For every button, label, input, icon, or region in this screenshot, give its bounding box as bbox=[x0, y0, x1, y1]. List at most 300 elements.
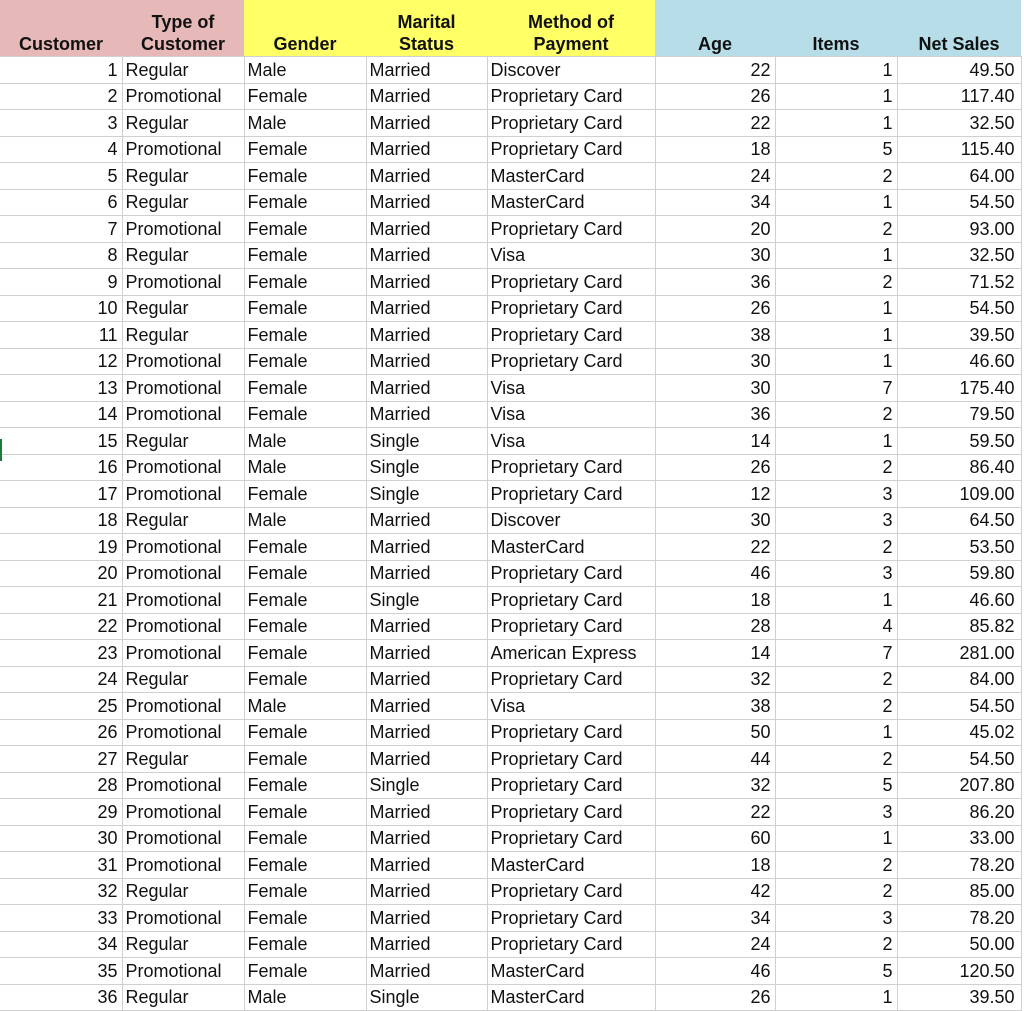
cell-type-of-customer[interactable]: Regular bbox=[122, 322, 244, 349]
cell-gender[interactable]: Female bbox=[244, 348, 366, 375]
cell-marital-status[interactable]: Married bbox=[366, 613, 487, 640]
cell-age[interactable]: 24 bbox=[655, 163, 775, 190]
cell-marital-status[interactable]: Married bbox=[366, 295, 487, 322]
cell-method-of-payment[interactable]: Proprietary Card bbox=[487, 216, 655, 243]
cell-items[interactable]: 3 bbox=[775, 799, 897, 826]
cell-net-sales[interactable]: 59.50 bbox=[897, 428, 1021, 455]
cell-gender[interactable]: Male bbox=[244, 428, 366, 455]
header-marital-status[interactable] bbox=[366, 0, 487, 57]
cell-method-of-payment[interactable]: Proprietary Card bbox=[487, 878, 655, 905]
cell-marital-status[interactable]: Married bbox=[366, 534, 487, 561]
cell-items[interactable]: 4 bbox=[775, 613, 897, 640]
cell-customer[interactable]: 27 bbox=[0, 746, 122, 773]
cell-net-sales[interactable]: 109.00 bbox=[897, 481, 1021, 508]
cell-method-of-payment[interactable]: Proprietary Card bbox=[487, 295, 655, 322]
cell-customer[interactable]: 2 bbox=[0, 83, 122, 110]
cell-net-sales[interactable]: 39.50 bbox=[897, 322, 1021, 349]
cell-gender[interactable]: Female bbox=[244, 83, 366, 110]
cell-gender[interactable]: Male bbox=[244, 454, 366, 481]
cell-age[interactable]: 18 bbox=[655, 587, 775, 614]
cell-type-of-customer[interactable]: Promotional bbox=[122, 719, 244, 746]
cell-type-of-customer[interactable]: Promotional bbox=[122, 587, 244, 614]
cell-items[interactable]: 1 bbox=[775, 110, 897, 137]
cell-age[interactable]: 26 bbox=[655, 454, 775, 481]
cell-customer[interactable]: 8 bbox=[0, 242, 122, 269]
cell-items[interactable]: 1 bbox=[775, 242, 897, 269]
cell-type-of-customer[interactable]: Promotional bbox=[122, 693, 244, 720]
cell-marital-status[interactable]: Married bbox=[366, 560, 487, 587]
cell-marital-status[interactable]: Married bbox=[366, 878, 487, 905]
cell-items[interactable]: 1 bbox=[775, 348, 897, 375]
cell-net-sales[interactable]: 207.80 bbox=[897, 772, 1021, 799]
cell-items[interactable]: 2 bbox=[775, 454, 897, 481]
cell-net-sales[interactable]: 175.40 bbox=[897, 375, 1021, 402]
cell-marital-status[interactable]: Married bbox=[366, 189, 487, 216]
cell-marital-status[interactable]: Single bbox=[366, 984, 487, 1011]
cell-marital-status[interactable]: Married bbox=[366, 958, 487, 985]
cell-net-sales[interactable]: 78.20 bbox=[897, 852, 1021, 879]
cell-age[interactable]: 26 bbox=[655, 295, 775, 322]
cell-gender[interactable]: Male bbox=[244, 57, 366, 84]
cell-gender[interactable]: Female bbox=[244, 825, 366, 852]
cell-customer[interactable]: 25 bbox=[0, 693, 122, 720]
cell-gender[interactable]: Male bbox=[244, 984, 366, 1011]
cell-age[interactable]: 34 bbox=[655, 189, 775, 216]
cell-marital-status[interactable]: Married bbox=[366, 746, 487, 773]
cell-items[interactable]: 7 bbox=[775, 640, 897, 667]
cell-marital-status[interactable]: Married bbox=[366, 905, 487, 932]
header-method-of-payment[interactable] bbox=[487, 0, 655, 57]
cell-customer[interactable]: 7 bbox=[0, 216, 122, 243]
cell-net-sales[interactable]: 32.50 bbox=[897, 110, 1021, 137]
cell-method-of-payment[interactable]: Proprietary Card bbox=[487, 905, 655, 932]
cell-gender[interactable]: Female bbox=[244, 216, 366, 243]
cell-net-sales[interactable]: 54.50 bbox=[897, 295, 1021, 322]
cell-marital-status[interactable]: Married bbox=[366, 322, 487, 349]
cell-marital-status[interactable]: Single bbox=[366, 587, 487, 614]
cell-marital-status[interactable]: Married bbox=[366, 216, 487, 243]
cell-customer[interactable]: 22 bbox=[0, 613, 122, 640]
cell-items[interactable]: 2 bbox=[775, 269, 897, 296]
cell-marital-status[interactable]: Married bbox=[366, 269, 487, 296]
cell-customer[interactable]: 33 bbox=[0, 905, 122, 932]
cell-gender[interactable]: Female bbox=[244, 666, 366, 693]
cell-items[interactable]: 5 bbox=[775, 958, 897, 985]
cell-method-of-payment[interactable]: Visa bbox=[487, 693, 655, 720]
cell-type-of-customer[interactable]: Promotional bbox=[122, 905, 244, 932]
cell-customer[interactable]: 11 bbox=[0, 322, 122, 349]
cell-customer[interactable]: 6 bbox=[0, 189, 122, 216]
cell-method-of-payment[interactable]: Proprietary Card bbox=[487, 110, 655, 137]
cell-items[interactable]: 2 bbox=[775, 666, 897, 693]
cell-net-sales[interactable]: 79.50 bbox=[897, 401, 1021, 428]
cell-method-of-payment[interactable]: Proprietary Card bbox=[487, 613, 655, 640]
cell-marital-status[interactable]: Married bbox=[366, 666, 487, 693]
cell-type-of-customer[interactable]: Promotional bbox=[122, 136, 244, 163]
cell-items[interactable]: 3 bbox=[775, 481, 897, 508]
cell-items[interactable]: 2 bbox=[775, 852, 897, 879]
cell-customer[interactable]: 18 bbox=[0, 507, 122, 534]
cell-method-of-payment[interactable]: Visa bbox=[487, 375, 655, 402]
cell-age[interactable]: 30 bbox=[655, 348, 775, 375]
cell-net-sales[interactable]: 86.40 bbox=[897, 454, 1021, 481]
cell-age[interactable]: 22 bbox=[655, 110, 775, 137]
cell-type-of-customer[interactable]: Regular bbox=[122, 746, 244, 773]
cell-method-of-payment[interactable]: Visa bbox=[487, 401, 655, 428]
cell-type-of-customer[interactable]: Regular bbox=[122, 242, 244, 269]
cell-net-sales[interactable]: 49.50 bbox=[897, 57, 1021, 84]
cell-method-of-payment[interactable]: Proprietary Card bbox=[487, 136, 655, 163]
cell-customer[interactable]: 4 bbox=[0, 136, 122, 163]
cell-marital-status[interactable]: Married bbox=[366, 110, 487, 137]
cell-gender[interactable]: Female bbox=[244, 322, 366, 349]
cell-items[interactable]: 2 bbox=[775, 163, 897, 190]
cell-net-sales[interactable]: 33.00 bbox=[897, 825, 1021, 852]
cell-items[interactable]: 2 bbox=[775, 693, 897, 720]
header-customer[interactable] bbox=[0, 0, 122, 57]
cell-marital-status[interactable]: Married bbox=[366, 348, 487, 375]
cell-marital-status[interactable]: Married bbox=[366, 931, 487, 958]
cell-net-sales[interactable]: 71.52 bbox=[897, 269, 1021, 296]
cell-gender[interactable]: Female bbox=[244, 560, 366, 587]
cell-items[interactable]: 3 bbox=[775, 560, 897, 587]
table-row bbox=[0, 534, 1021, 561]
cell-net-sales[interactable]: 64.50 bbox=[897, 507, 1021, 534]
cell-method-of-payment[interactable]: Proprietary Card bbox=[487, 269, 655, 296]
cell-customer[interactable]: 35 bbox=[0, 958, 122, 985]
cell-gender[interactable]: Female bbox=[244, 534, 366, 561]
cell-age[interactable]: 22 bbox=[655, 57, 775, 84]
cell-age[interactable]: 46 bbox=[655, 958, 775, 985]
cell-customer[interactable]: 19 bbox=[0, 534, 122, 561]
cell-net-sales[interactable]: 78.20 bbox=[897, 905, 1021, 932]
cell-age[interactable]: 42 bbox=[655, 878, 775, 905]
cell-method-of-payment[interactable]: Visa bbox=[487, 428, 655, 455]
cell-net-sales[interactable]: 54.50 bbox=[897, 189, 1021, 216]
header-net-sales[interactable] bbox=[897, 0, 1021, 57]
cell-customer[interactable]: 23 bbox=[0, 640, 122, 667]
cell-net-sales[interactable]: 54.50 bbox=[897, 693, 1021, 720]
cell-net-sales[interactable]: 53.50 bbox=[897, 534, 1021, 561]
cell-gender[interactable]: Female bbox=[244, 295, 366, 322]
cell-type-of-customer[interactable]: Regular bbox=[122, 110, 244, 137]
cell-marital-status[interactable]: Married bbox=[366, 852, 487, 879]
cell-marital-status[interactable]: Married bbox=[366, 401, 487, 428]
cell-type-of-customer[interactable]: Promotional bbox=[122, 613, 244, 640]
cell-age[interactable]: 36 bbox=[655, 401, 775, 428]
cell-items[interactable]: 2 bbox=[775, 216, 897, 243]
cell-net-sales[interactable]: 46.60 bbox=[897, 587, 1021, 614]
cell-type-of-customer[interactable]: Promotional bbox=[122, 375, 244, 402]
cell-age[interactable]: 28 bbox=[655, 613, 775, 640]
cell-marital-status[interactable]: Married bbox=[366, 163, 487, 190]
cell-age[interactable]: 34 bbox=[655, 905, 775, 932]
cell-type-of-customer[interactable]: Promotional bbox=[122, 216, 244, 243]
cell-method-of-payment[interactable]: Proprietary Card bbox=[487, 719, 655, 746]
cell-gender[interactable]: Female bbox=[244, 640, 366, 667]
cell-age[interactable]: 20 bbox=[655, 216, 775, 243]
cell-method-of-payment[interactable]: Discover bbox=[487, 57, 655, 84]
cell-method-of-payment[interactable]: Proprietary Card bbox=[487, 481, 655, 508]
cell-customer[interactable]: 36 bbox=[0, 984, 122, 1011]
cell-method-of-payment[interactable]: MasterCard bbox=[487, 163, 655, 190]
cell-type-of-customer[interactable]: Promotional bbox=[122, 799, 244, 826]
cell-net-sales[interactable]: 93.00 bbox=[897, 216, 1021, 243]
cell-method-of-payment[interactable]: American Express bbox=[487, 640, 655, 667]
table-row bbox=[0, 269, 1021, 296]
cell-age[interactable]: 30 bbox=[655, 375, 775, 402]
cell-customer[interactable]: 30 bbox=[0, 825, 122, 852]
cell-gender[interactable]: Female bbox=[244, 189, 366, 216]
cell-type-of-customer[interactable]: Promotional bbox=[122, 560, 244, 587]
cell-age[interactable]: 38 bbox=[655, 322, 775, 349]
cell-customer[interactable]: 5 bbox=[0, 163, 122, 190]
cell-age[interactable]: 60 bbox=[655, 825, 775, 852]
cell-age[interactable]: 36 bbox=[655, 269, 775, 296]
cell-type-of-customer[interactable]: Regular bbox=[122, 295, 244, 322]
header-gender[interactable] bbox=[244, 0, 366, 57]
cell-age[interactable]: 32 bbox=[655, 772, 775, 799]
cell-type-of-customer[interactable]: Promotional bbox=[122, 852, 244, 879]
cell-items[interactable]: 7 bbox=[775, 375, 897, 402]
cell-net-sales[interactable]: 120.50 bbox=[897, 958, 1021, 985]
cell-customer[interactable]: 1 bbox=[0, 57, 122, 84]
cell-marital-status[interactable]: Married bbox=[366, 136, 487, 163]
cell-type-of-customer[interactable]: Regular bbox=[122, 189, 244, 216]
header-items[interactable] bbox=[775, 0, 897, 57]
cell-gender[interactable]: Female bbox=[244, 613, 366, 640]
cell-method-of-payment[interactable]: Proprietary Card bbox=[487, 322, 655, 349]
cell-net-sales[interactable]: 46.60 bbox=[897, 348, 1021, 375]
cell-marital-status[interactable]: Single bbox=[366, 454, 487, 481]
table-row bbox=[0, 216, 1021, 243]
cell-age[interactable]: 12 bbox=[655, 481, 775, 508]
cell-net-sales[interactable]: 85.00 bbox=[897, 878, 1021, 905]
cell-marital-status[interactable]: Married bbox=[366, 57, 487, 84]
cell-items[interactable]: 5 bbox=[775, 772, 897, 799]
cell-marital-status[interactable]: Single bbox=[366, 772, 487, 799]
cell-items[interactable]: 1 bbox=[775, 719, 897, 746]
cell-customer[interactable]: 15 bbox=[0, 428, 122, 455]
cell-gender[interactable]: Female bbox=[244, 905, 366, 932]
cell-type-of-customer[interactable]: Regular bbox=[122, 163, 244, 190]
cell-items[interactable]: 5 bbox=[775, 136, 897, 163]
cell-items[interactable]: 2 bbox=[775, 534, 897, 561]
cell-items[interactable]: 2 bbox=[775, 878, 897, 905]
cell-method-of-payment[interactable]: MasterCard bbox=[487, 984, 655, 1011]
header-type-of-customer[interactable] bbox=[122, 0, 244, 57]
cell-marital-status[interactable]: Married bbox=[366, 799, 487, 826]
cell-gender[interactable]: Female bbox=[244, 136, 366, 163]
cell-age[interactable]: 26 bbox=[655, 984, 775, 1011]
cell-age[interactable]: 22 bbox=[655, 799, 775, 826]
cell-customer[interactable]: 17 bbox=[0, 481, 122, 508]
cell-age[interactable]: 30 bbox=[655, 507, 775, 534]
cell-items[interactable]: 1 bbox=[775, 57, 897, 84]
cell-age[interactable]: 24 bbox=[655, 931, 775, 958]
cell-customer[interactable]: 28 bbox=[0, 772, 122, 799]
table-row bbox=[0, 693, 1021, 720]
cell-items[interactable]: 1 bbox=[775, 428, 897, 455]
cell-net-sales[interactable]: 117.40 bbox=[897, 83, 1021, 110]
cell-method-of-payment[interactable]: MasterCard bbox=[487, 189, 655, 216]
cell-customer[interactable]: 29 bbox=[0, 799, 122, 826]
cell-age[interactable]: 18 bbox=[655, 136, 775, 163]
cell-type-of-customer[interactable]: Promotional bbox=[122, 348, 244, 375]
cell-gender[interactable]: Female bbox=[244, 375, 366, 402]
cell-type-of-customer[interactable]: Promotional bbox=[122, 481, 244, 508]
cell-method-of-payment[interactable]: Proprietary Card bbox=[487, 931, 655, 958]
cell-gender[interactable]: Female bbox=[244, 746, 366, 773]
cell-customer[interactable]: 12 bbox=[0, 348, 122, 375]
cell-items[interactable]: 1 bbox=[775, 825, 897, 852]
cell-items[interactable]: 1 bbox=[775, 587, 897, 614]
cell-items[interactable]: 1 bbox=[775, 189, 897, 216]
cell-customer[interactable]: 32 bbox=[0, 878, 122, 905]
cell-customer[interactable]: 16 bbox=[0, 454, 122, 481]
cell-gender[interactable]: Female bbox=[244, 852, 366, 879]
cell-method-of-payment[interactable]: Proprietary Card bbox=[487, 746, 655, 773]
cell-customer[interactable]: 13 bbox=[0, 375, 122, 402]
cell-type-of-customer[interactable]: Regular bbox=[122, 507, 244, 534]
cell-method-of-payment[interactable]: Visa bbox=[487, 242, 655, 269]
cell-net-sales[interactable]: 54.50 bbox=[897, 746, 1021, 773]
cell-type-of-customer[interactable]: Promotional bbox=[122, 640, 244, 667]
cell-marital-status[interactable]: Married bbox=[366, 825, 487, 852]
cell-marital-status[interactable]: Married bbox=[366, 507, 487, 534]
cell-customer[interactable]: 14 bbox=[0, 401, 122, 428]
cell-gender[interactable]: Female bbox=[244, 719, 366, 746]
cell-type-of-customer[interactable]: Promotional bbox=[122, 454, 244, 481]
cell-age[interactable]: 44 bbox=[655, 746, 775, 773]
cell-method-of-payment[interactable]: MasterCard bbox=[487, 958, 655, 985]
cell-items[interactable]: 2 bbox=[775, 931, 897, 958]
cell-age[interactable]: 46 bbox=[655, 560, 775, 587]
cell-type-of-customer[interactable]: Promotional bbox=[122, 269, 244, 296]
cell-net-sales[interactable]: 86.20 bbox=[897, 799, 1021, 826]
cell-gender[interactable]: Female bbox=[244, 163, 366, 190]
cell-type-of-customer[interactable]: Promotional bbox=[122, 958, 244, 985]
cell-customer[interactable]: 31 bbox=[0, 852, 122, 879]
cell-type-of-customer[interactable]: Regular bbox=[122, 931, 244, 958]
cell-method-of-payment[interactable]: Proprietary Card bbox=[487, 825, 655, 852]
cell-customer[interactable]: 21 bbox=[0, 587, 122, 614]
cell-type-of-customer[interactable]: Promotional bbox=[122, 825, 244, 852]
cell-customer[interactable]: 20 bbox=[0, 560, 122, 587]
cell-customer[interactable]: 24 bbox=[0, 666, 122, 693]
cell-type-of-customer[interactable]: Regular bbox=[122, 878, 244, 905]
cell-age[interactable]: 22 bbox=[655, 534, 775, 561]
cell-marital-status[interactable]: Married bbox=[366, 242, 487, 269]
cell-method-of-payment[interactable]: Proprietary Card bbox=[487, 772, 655, 799]
cell-items[interactable]: 3 bbox=[775, 905, 897, 932]
cell-marital-status[interactable]: Single bbox=[366, 428, 487, 455]
cell-items[interactable]: 1 bbox=[775, 83, 897, 110]
cell-method-of-payment[interactable]: Proprietary Card bbox=[487, 83, 655, 110]
cell-age[interactable]: 38 bbox=[655, 693, 775, 720]
cell-marital-status[interactable]: Married bbox=[366, 83, 487, 110]
cell-net-sales[interactable]: 50.00 bbox=[897, 931, 1021, 958]
cell-net-sales[interactable]: 115.40 bbox=[897, 136, 1021, 163]
cell-net-sales[interactable]: 64.00 bbox=[897, 163, 1021, 190]
cell-items[interactable]: 3 bbox=[775, 507, 897, 534]
cell-marital-status[interactable]: Married bbox=[366, 693, 487, 720]
cell-age[interactable]: 18 bbox=[655, 852, 775, 879]
cell-items[interactable]: 1 bbox=[775, 984, 897, 1011]
cell-method-of-payment[interactable]: Proprietary Card bbox=[487, 666, 655, 693]
cell-type-of-customer[interactable]: Regular bbox=[122, 666, 244, 693]
cell-method-of-payment[interactable]: Proprietary Card bbox=[487, 587, 655, 614]
cell-gender[interactable]: Female bbox=[244, 931, 366, 958]
cell-type-of-customer[interactable]: Regular bbox=[122, 984, 244, 1011]
cell-gender[interactable]: Female bbox=[244, 242, 366, 269]
cell-gender[interactable]: Male bbox=[244, 507, 366, 534]
cell-net-sales[interactable]: 85.82 bbox=[897, 613, 1021, 640]
cell-type-of-customer[interactable]: Regular bbox=[122, 57, 244, 84]
cell-net-sales[interactable]: 281.00 bbox=[897, 640, 1021, 667]
cell-type-of-customer[interactable]: Promotional bbox=[122, 772, 244, 799]
cell-gender[interactable]: Female bbox=[244, 878, 366, 905]
cell-gender[interactable]: Female bbox=[244, 401, 366, 428]
cell-type-of-customer[interactable]: Promotional bbox=[122, 534, 244, 561]
cell-items[interactable]: 2 bbox=[775, 401, 897, 428]
cell-age[interactable]: 14 bbox=[655, 640, 775, 667]
cell-method-of-payment[interactable]: MasterCard bbox=[487, 534, 655, 561]
cell-customer[interactable]: 34 bbox=[0, 931, 122, 958]
cell-method-of-payment[interactable]: Proprietary Card bbox=[487, 348, 655, 375]
cell-marital-status[interactable]: Married bbox=[366, 375, 487, 402]
cell-type-of-customer[interactable]: Promotional bbox=[122, 401, 244, 428]
cell-net-sales[interactable]: 32.50 bbox=[897, 242, 1021, 269]
cell-age[interactable]: 30 bbox=[655, 242, 775, 269]
cell-method-of-payment[interactable]: Discover bbox=[487, 507, 655, 534]
cell-marital-status[interactable]: Married bbox=[366, 719, 487, 746]
cell-gender[interactable]: Female bbox=[244, 269, 366, 296]
cell-method-of-payment[interactable]: Proprietary Card bbox=[487, 560, 655, 587]
cell-gender[interactable]: Female bbox=[244, 799, 366, 826]
cell-net-sales[interactable]: 39.50 bbox=[897, 984, 1021, 1011]
cell-items[interactable]: 1 bbox=[775, 295, 897, 322]
cell-gender[interactable]: Female bbox=[244, 772, 366, 799]
cell-items[interactable]: 2 bbox=[775, 746, 897, 773]
cell-net-sales[interactable]: 59.80 bbox=[897, 560, 1021, 587]
cell-age[interactable]: 50 bbox=[655, 719, 775, 746]
cell-type-of-customer[interactable]: Regular bbox=[122, 428, 244, 455]
cell-age[interactable]: 32 bbox=[655, 666, 775, 693]
cell-method-of-payment[interactable]: Proprietary Card bbox=[487, 454, 655, 481]
cell-net-sales[interactable]: 45.02 bbox=[897, 719, 1021, 746]
cell-gender[interactable]: Male bbox=[244, 693, 366, 720]
cell-customer[interactable]: 26 bbox=[0, 719, 122, 746]
cell-gender[interactable]: Male bbox=[244, 110, 366, 137]
cell-method-of-payment[interactable]: MasterCard bbox=[487, 852, 655, 879]
cell-method-of-payment[interactable]: Proprietary Card bbox=[487, 799, 655, 826]
cell-customer[interactable]: 3 bbox=[0, 110, 122, 137]
cell-net-sales[interactable]: 84.00 bbox=[897, 666, 1021, 693]
cell-marital-status[interactable]: Married bbox=[366, 640, 487, 667]
cell-gender[interactable]: Female bbox=[244, 958, 366, 985]
cell-gender[interactable]: Female bbox=[244, 587, 366, 614]
header-age[interactable] bbox=[655, 0, 775, 57]
cell-items[interactable]: 1 bbox=[775, 322, 897, 349]
cell-marital-status[interactable]: Single bbox=[366, 481, 487, 508]
cell-age[interactable]: 14 bbox=[655, 428, 775, 455]
cell-customer[interactable]: 10 bbox=[0, 295, 122, 322]
cell-customer[interactable]: 9 bbox=[0, 269, 122, 296]
cell-age[interactable]: 26 bbox=[655, 83, 775, 110]
cell-gender[interactable]: Female bbox=[244, 481, 366, 508]
cell-type-of-customer[interactable]: Promotional bbox=[122, 83, 244, 110]
